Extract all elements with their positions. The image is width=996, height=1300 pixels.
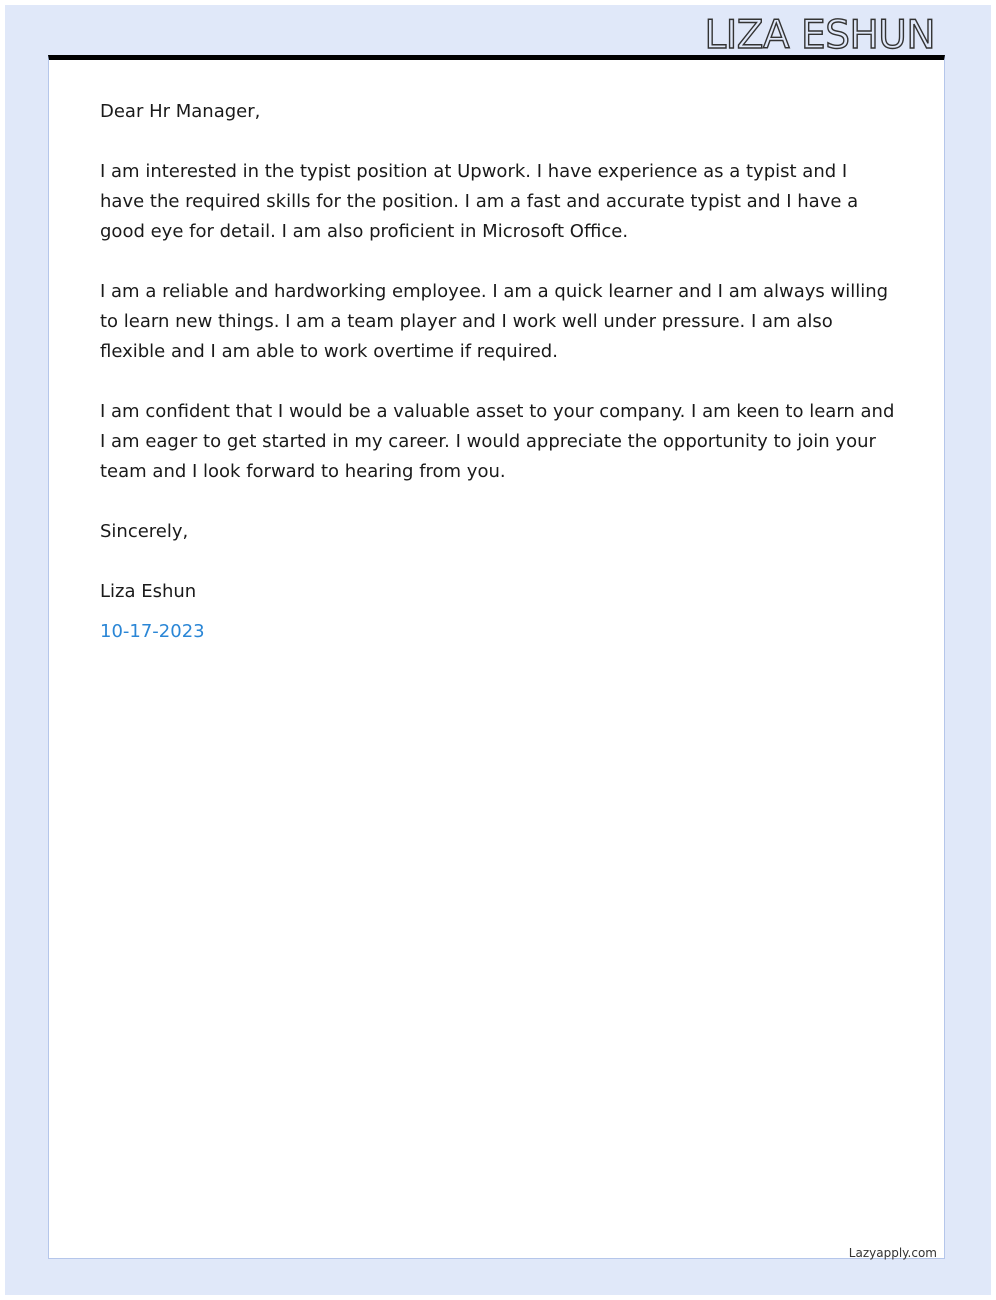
cover-letter-body <box>100 97 895 647</box>
salutation: Dear Hr Manager, <box>100 101 261 122</box>
paragraph-2: I am a reliable and hardworking employee. I am a quick learner and I am always willing to learn new things. I am a team player and I work well under pressure. I am also flexible and I am able to work overtime if required. <box>100 281 889 362</box>
signature-name: Liza Eshun <box>100 581 197 602</box>
paragraph-1: I am interested in the typist position at Upwork. I have experience as a typist and I have the required skills for the position. I am a fast and accurate typist and I have a good eye for detail. I am also proficient in Microsoft Office. <box>100 161 859 242</box>
header-name: LIZA ESHUN <box>704 13 935 58</box>
closing: Sincerely, <box>100 521 189 542</box>
paragraph-3: I am confident that I would be a valuable asset to your company. I am keen to learn and I am eager to get started in my career. I would appreciate the opportunity to join your team and I look forward to hearing from you. <box>100 401 895 482</box>
footer-brand: Lazyapply.com <box>848 1246 937 1260</box>
letter-date: 10-17-2023 <box>100 621 205 642</box>
